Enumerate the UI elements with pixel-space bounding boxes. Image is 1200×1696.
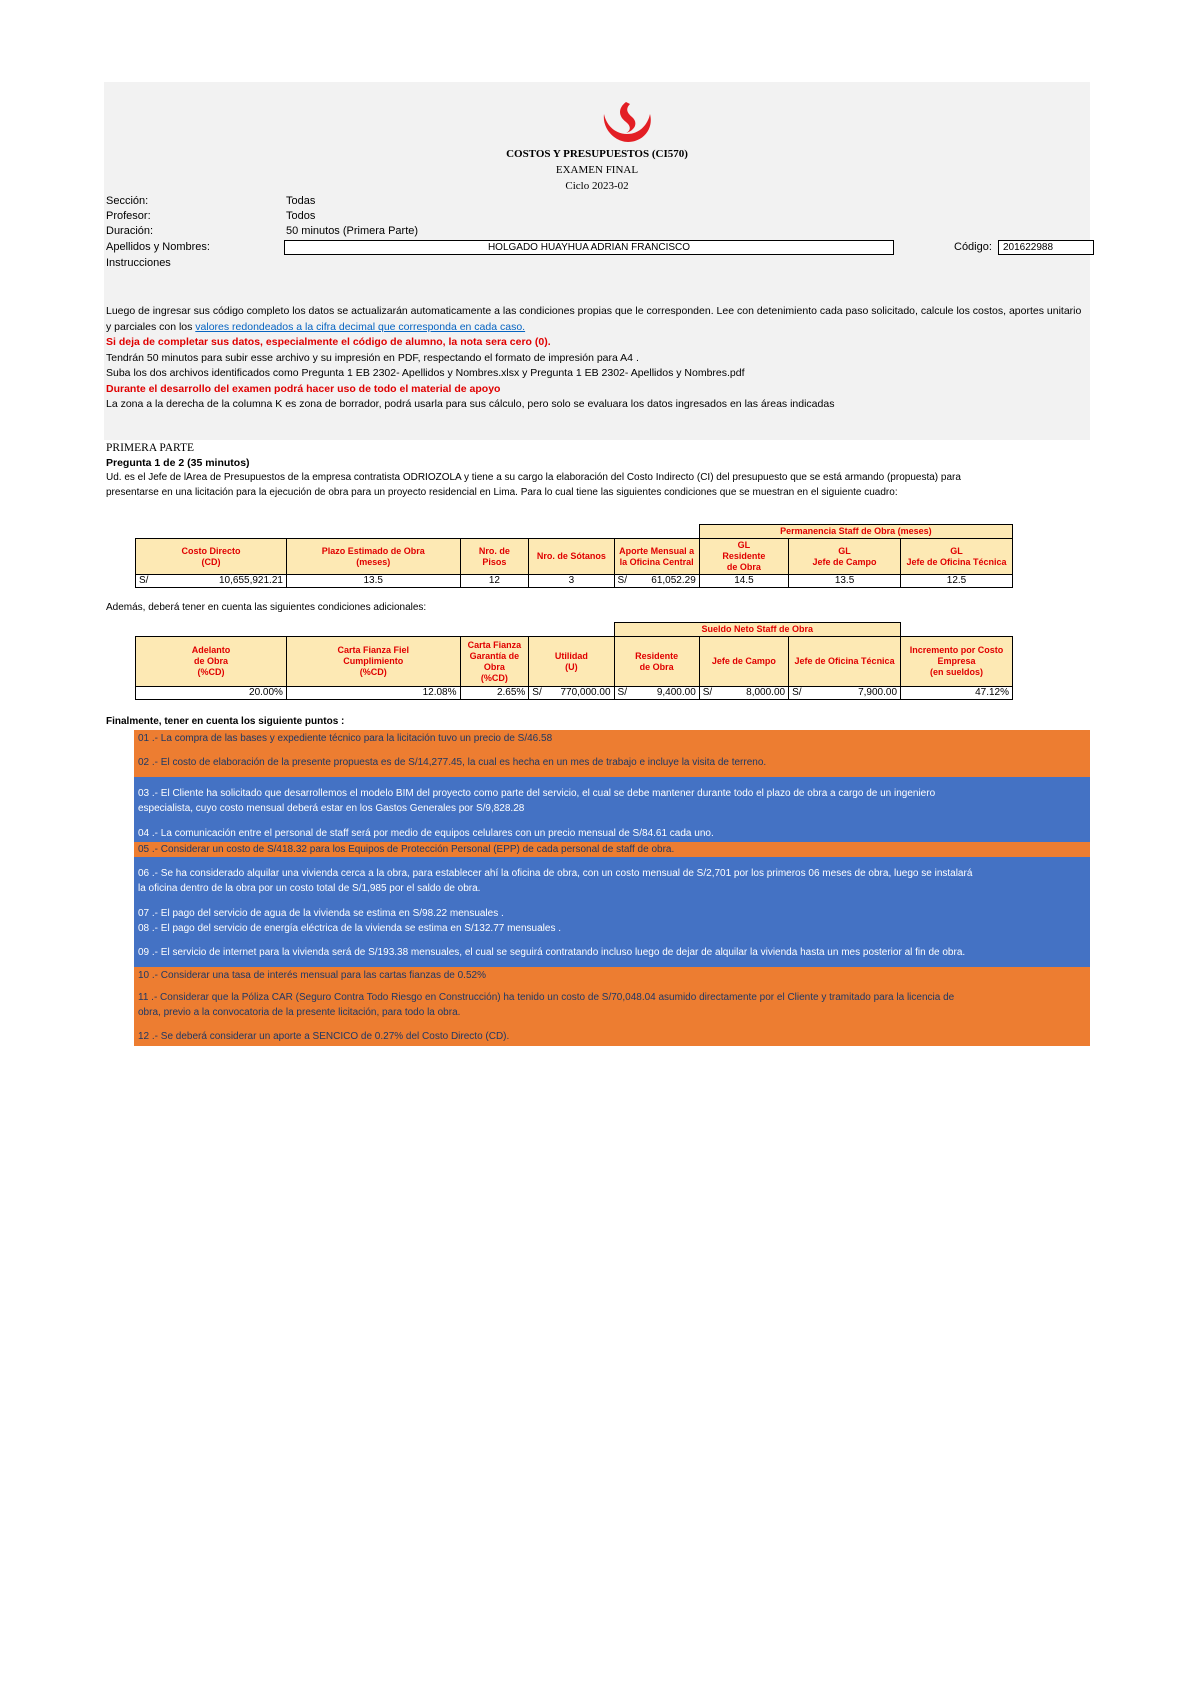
value-salary-tech-office — [789, 687, 901, 700]
duration-label: Duración: — [106, 225, 154, 237]
instructions-block — [106, 304, 1086, 413]
point-line: 05 .- Considerar un costo de S/418.32 para los Equipos de Protección Personal (EPP) de cada personal de staff de obra. — [138, 844, 675, 855]
question-title: Pregunta 1 de 2 (35 minutos) — [106, 457, 250, 469]
currency-symbol: S/ — [617, 687, 627, 698]
value-term: 13.5 — [286, 575, 460, 588]
value-profit — [529, 687, 614, 700]
point-item — [134, 905, 1090, 937]
point-line: 08 .- El pago del servicio de energía eléctrica de la vivienda se estima en S/132.77 mensuales . — [138, 923, 562, 934]
salary-group-header: Sueldo Neto Staff de Obra — [614, 623, 900, 637]
instruction-4: Suba los dos archivos identificados como Pregunta 1 EB 2302- Apellidos y Nombres.xlsx y Pregunta 1 EB 2302- Apellidos y Nombres.pdf — [106, 367, 745, 379]
instruction-6: La zona a la derecha de la columna K es zona de borrador, podrá usarla para sus cálculo, pero solo se evaluara los datos ingresados en las áreas indicadas — [106, 398, 835, 410]
currency-symbol: S/ — [139, 575, 149, 586]
point-line: 07 .- El pago del servicio de agua de la vivienda se estima en S/98.22 mensuales . — [138, 908, 504, 919]
instructions-label: Instrucciones — [106, 257, 171, 269]
header-floors: Nro. de Pisos — [460, 539, 529, 575]
point-line: 03 .- El Cliente ha solicitado que desarrollemos el modelo BIM del proyecto como parte del servicio, el cual se debe mantener durante todo el plazo de obra a cargo de un ingeniero — [138, 788, 936, 799]
intro-line-2: presentarse en una licitación para la ejecución de obra para un proyecto residencial en Lima. Para lo cual tiene las siguientes condiciones que se muestran en el siguiente cuadro: — [106, 487, 898, 498]
additional-conditions: Además, deberá tener en cuenta las siguientes condiciones adicionales: — [106, 602, 427, 613]
point-item — [134, 984, 1090, 1026]
point-line: 10 .- Considerar una tasa de interés mensual para las cartas fianzas de 0.52% — [138, 970, 486, 981]
header-profit: Utilidad (U) — [529, 637, 614, 687]
exam-sheet — [104, 82, 1090, 1042]
instruction-1 — [106, 304, 1086, 335]
duration-value: 50 minutos (Primera Parte) — [286, 225, 419, 237]
header-salary-tech-office: Jefe de Oficina Técnica — [789, 637, 901, 687]
point-line: obra, previo a la convocatoria de la presente licitación, para todo la obra. — [138, 1007, 461, 1018]
value-cost-increase: 47.12% — [901, 687, 1013, 700]
point-line: 09 .- El servicio de internet para la vivienda será de S/193.38 mensuales, el cual se seguirá contratando incluso luego de dejar de alquilar la vivienda hasta un mes posterior al fin de obra. — [138, 946, 966, 958]
header-field-chief: GL Jefe de Campo — [789, 539, 901, 575]
point-item — [134, 1026, 1090, 1046]
value-central-office-text: 61,052.29 — [651, 575, 696, 586]
code-label: Código: — [954, 241, 992, 253]
professor-label: Profesor: — [106, 210, 151, 222]
additional-table — [135, 622, 1013, 700]
point-line: 06 .- Se ha considerado alquilar una vivienda cerca a la obra, para establecer ahí la oficina de obra, con un costo mensual de S/2,701 por los primeros 06 meses de obra, luego se instalará — [138, 868, 973, 879]
header-performance-bond: Carta Fianza Fiel Cumplimiento (%CD) — [286, 637, 460, 687]
point-line: 12 .- Se deberá considerar un aporte a SENCICO de 0.27% del Costo Directo (CD). — [138, 1030, 510, 1042]
point-item — [134, 730, 1090, 747]
student-name-field[interactable]: HOLGADO HUAYHUA ADRIAN FRANCISCO — [284, 240, 894, 255]
university-logo-icon — [596, 100, 658, 144]
header-warranty-bond: Carta Fianza Garantía de Obra (%CD) — [460, 637, 529, 687]
header-resident: GL Residente de Obra — [699, 539, 788, 575]
value-salary-tech-office-text: 7,900.00 — [858, 687, 898, 698]
value-floors: 12 — [460, 575, 529, 588]
point-line: 04 .- La comunicación entre el personal de staff será por medio de equipos celulares con un precio mensual de S/84.61 cada uno. — [138, 828, 714, 839]
value-salary-resident-text: 9,400.00 — [656, 687, 696, 698]
value-salary-resident — [614, 687, 699, 700]
header-advance: Adelanto de Obra (%CD) — [136, 637, 287, 687]
exam-title: EXAMEN FINAL — [555, 164, 639, 176]
header-central-office: Aporte Mensual a la Oficina Central — [614, 539, 699, 575]
student-code-field[interactable]: 201622988 — [998, 240, 1094, 255]
course-title: COSTOS Y PRESUPUESTOS (CI570) — [506, 148, 688, 160]
point-item — [134, 747, 1090, 777]
value-direct-cost — [136, 575, 287, 588]
value-profit-text: 770,000.00 — [560, 687, 611, 698]
currency-symbol: S/ — [792, 687, 802, 698]
instruction-5: Durante el desarrollo del examen podrá hacer uso de todo el material de apoyo — [106, 382, 501, 395]
header-cost-increase: Incremento por Costo Empresa (en sueldos) — [901, 637, 1013, 687]
header-salary-resident: Residente de Obra — [614, 637, 699, 687]
header-direct-cost: Costo Directo (CD) — [136, 539, 287, 575]
value-central-office — [614, 575, 699, 588]
header-tech-office: GL Jefe de Oficina Técnica — [901, 539, 1013, 575]
value-salary-field-chief-text: 8,000.00 — [746, 687, 786, 698]
value-warranty-bond: 2.65% — [460, 687, 529, 700]
value-advance: 20.00% — [136, 687, 287, 700]
point-item — [134, 857, 1090, 905]
point-item — [134, 937, 1090, 967]
point-item — [134, 777, 1090, 825]
point-item — [134, 967, 1090, 984]
exam-titles — [104, 146, 1090, 194]
currency-symbol: S/ — [532, 687, 542, 698]
final-points-intro: Finalmente, tener en cuenta los siguiente puntos : — [106, 716, 345, 727]
instruction-2: Si deja de completar sus datos, especialmente el código de alumno, la nota sera cero (0). — [106, 336, 551, 348]
section-value: Todas — [286, 195, 316, 207]
intro-line-1: Ud. es el Jefe de lArea de Presupuestos de la empresa contratista ODRIOZOLA y tiene a su cargo la elaboración del Costo Indirecto (CI) del presupuesto que se está armando (propuesta) para — [106, 472, 961, 483]
points-list — [134, 730, 1090, 1046]
value-salary-field-chief — [699, 687, 788, 700]
currency-symbol: S/ — [617, 575, 627, 586]
rounding-link[interactable]: valores redondeados a la cifra decimal que corresponda en cada caso. — [195, 320, 526, 333]
currency-symbol: S/ — [702, 687, 713, 698]
point-item — [134, 842, 1090, 857]
header-basements: Nro. de Sótanos — [529, 539, 614, 575]
point-line: 02 .- El costo de elaboración de la presente propuesta es de S/14,277.45, la cual es hecha en un mes de trabajo e incluye la visita de terreno. — [138, 756, 767, 768]
value-performance-bond: 12.08% — [286, 687, 460, 700]
value-tech-office: 12.5 — [901, 575, 1013, 588]
professor-value: Todos — [286, 210, 316, 222]
cycle-title: Ciclo 2023-02 — [565, 180, 629, 192]
value-direct-cost-text: 10,655,921.21 — [219, 575, 283, 586]
permanence-group-header: Permanencia Staff de Obra (meses) — [699, 525, 1012, 539]
point-line: 01 .- La compra de las bases y expediente técnico para la licitación tuvo un precio de S/46.58 — [138, 733, 553, 744]
point-item — [134, 825, 1090, 842]
name-label: Apellidos y Nombres: — [106, 241, 210, 253]
point-line: especialista, cuyo costo mensual deberá estar en los Gastos Generales por S/9,828.28 — [138, 803, 525, 814]
value-basements: 3 — [529, 575, 614, 588]
part-title: PRIMERA PARTE — [106, 442, 195, 454]
value-field-chief: 13.5 — [789, 575, 901, 588]
instruction-1-text: Luego de ingresar sus código completo los datos se actualizarán automaticamente a las condiciones propias que le corresponden. Lee con detenimiento cada paso solicitado, calcule los costos, aportes unitario y parciales con los — [106, 305, 1082, 333]
value-resident: 14.5 — [699, 575, 788, 588]
instruction-3: Tendrán 50 minutos para subir esse archivo y su impresión en PDF, respectando el formato de impresión para A4 . — [106, 351, 639, 364]
conditions-table — [135, 524, 1013, 588]
point-line: la oficina dentro de la obra por un costo total de S/1,985 por el saldo de obra. — [138, 883, 481, 894]
point-line: 11 .- Considerar que la Póliza CAR (Seguro Contra Todo Riesgo en Construcción) ha tenido un costo de S/70,048.04 asumido directamente por el Cliente y tramitado para la licencia de — [138, 992, 955, 1003]
exam-header — [104, 82, 1090, 440]
header-salary-field-chief: Jefe de Campo — [699, 637, 788, 687]
header-term: Plazo Estimado de Obra (meses) — [286, 539, 460, 575]
section-label: Sección: — [106, 195, 149, 207]
